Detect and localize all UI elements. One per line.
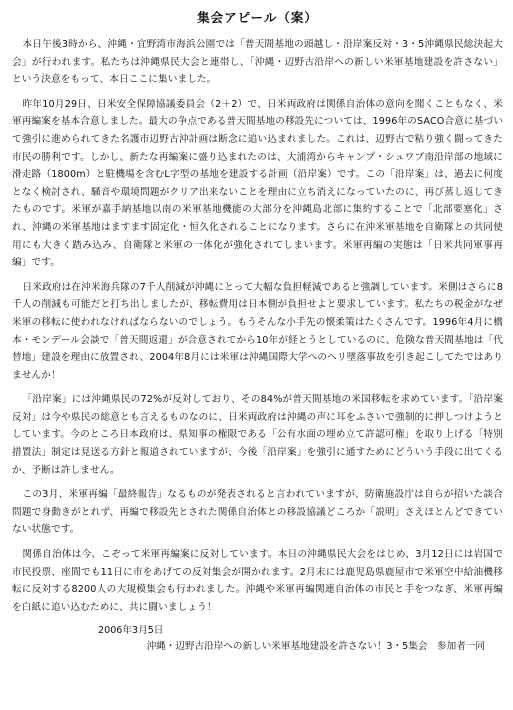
paragraph-5: この3月、米軍再編「最終報告」なるものが発表されると言われていますが、防衛施設庁は自らが招いた談合問題で身動きがとれず、再編で移設先とされた関係自治体との移設協議どころか「説明」さえほとんどできていない状態です。	[12, 489, 503, 536]
document-signature: 沖縄・辺野古沿岸への新しい米軍基地建設を許さない！3・5集会 参加者一同	[146, 641, 485, 653]
document-title: 集会アピール（案）	[197, 10, 318, 25]
paragraph-1: 本日午後3時から、沖縄・宜野湾市海浜公園では「普天間基地の頭越し・沿岸案反対・3・5沖縄県民総決起大会」が行われます。私たちは沖縄県民大会と連帯し、「沖縄・辺野古沿岸への新しい米軍基地建設を許さない」という決意をもって、本日ここに集いました。	[12, 39, 503, 86]
document-date: 2006年3月5日	[98, 625, 164, 637]
paragraph-4: 「沿岸案」には沖縄県民の72%が反対しており、その84%が普天間基地の米国移転を求めています。「沿岸案反対」は今や県民の総意とも言えるものなのに、日米両政府は沖縄の声に耳をふさいで強制的に押しつけようとしています。今のところ日本政府は、県知事の権限である「公有水面の埋め立て許認可権」を取り上げる「特別措置法」制定は見送る方針と報道されていますが、今後「沿岸案」を強引に通すためにどういう手段に出てくるか、予断は許しません。	[12, 394, 503, 476]
paragraph-2: 昨年10月29日、日米安全保障協議委員会（2＋2）で、日米両政府は関係自治体の意向を聞くこともなく、米軍再編案を基本合意しました。最大の争点である普天間基地の移設先については、1996年のSACO合意に基づいて強引に進められてきた名護市辺野古沖計画は断念に追い込まれました。これは、辺野古で粘り強く闘ってきた市民の勝利です。しかし、新たな再編案に盛り込まれたのは、大浦湾からキャンプ・シュワブ南沿岸部の地域に滑走路（1800m）と駐機場を含むL字型の基地を建設する計画（沿岸案）です。この「沿岸案」は、過去に何度となく検討され、騒音や環境問題がクリア出来ないことを理由に立ち消えになっていたのに、再び蒸し返してきたものです。米軍が嘉手納基地以南の米軍基地機能の大部分を沖縄島北部に集約することで「北部要塞化」され、沖縄の米軍基地はますます固定化・恒久化されることになります。さらに在沖米軍基地を自衛隊との共同使用にも大きく踏み込み、自衛隊と米軍の一体化が強化されてしまいます。米軍再編の実態は「日米共同軍事再編」です。	[12, 98, 503, 269]
paragraph-3: 日米政府は在沖米海兵隊の7千人削減が沖縄にとって大幅な負担軽減であると強調しています。米側はさらに8千人の削減も可能だと打ち出しましたが、移転費用は日本側が負担せよと要求しています。私たちの税金がなぜ米軍の移転に使われなければならないのでしょう。もうそんな小手先の懐柔策はたくさんです。1996年4月に橋本・モンデール会談で「普天間返還」が合意されてから10年が経とうとしているのに、危険な普天間基地は「代替地」建設を理由に放置され、2004年8月には米軍は沖縄国際大学へのヘリ墜落事故を引き起こしてたではありませんか！	[12, 281, 503, 381]
paragraph-6: 関係自治体は今、こぞって米軍再編案に反対しています。本日の沖縄県民大会をはじめ、3月12日には岩国で市民投票、座間でも11日に市をあげての反対集会が開かれます。2月末には鹿児島県鹿屋市で米軍空中給油機移転に反対する8200人の大規模集会も行われました。沖縄や米軍再編関連自治体の市民と手をつなぎ、米軍再編を白紙に追い込むために、共に闘いましょう！	[12, 549, 503, 613]
